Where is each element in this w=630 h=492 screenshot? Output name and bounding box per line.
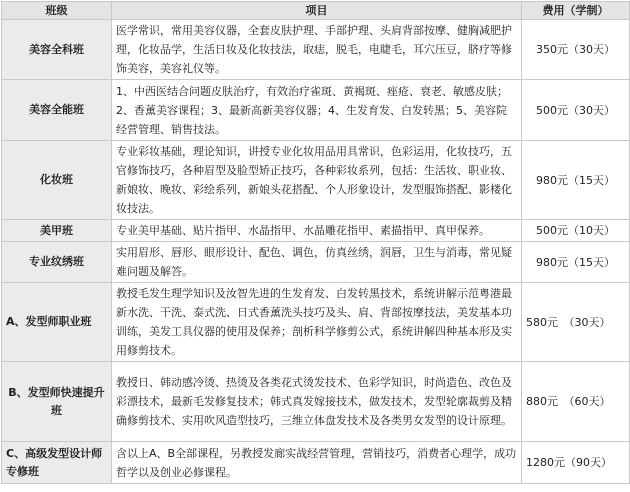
table-row	[2, 141, 630, 220]
class-fee: 580元 （30天）	[522, 283, 630, 362]
class-description: 专业彩妆基础，理论知识，讲授专业化妆用品用具常识，色彩运用，化妆技巧，五官修饰技巧，各种眉型及脸型矫正技巧，各种彩妆系列，包括：生活妆、职业妆、新娘妆、晚妆、彩绘系列，新娘头花搭配、个人形象设计，发型服饰搭配、影楼化妆技法。	[112, 141, 522, 220]
table-row	[2, 20, 630, 80]
class-fee: 500元（30天）	[522, 80, 630, 141]
header-class: 班级	[2, 2, 112, 20]
table-header-row	[2, 2, 630, 20]
class-description: 教授毛发生理学知识及汝智先进的生发育发、白发转黑技术，系统讲解示范粤港最新水洗、干洗、泰式洗、日式香薰洗头技巧及头、肩、背部按摩技法，美发基本功训练，美发工具仪器的使用及保养；剖析科学修剪公式，系统讲解四种基本形及实用修剪技术。	[112, 283, 522, 362]
class-fee: 980元（15天）	[522, 242, 630, 283]
course-table	[1, 1, 630, 484]
table-row	[2, 442, 630, 484]
class-description: 教授日、韩动感冷烫、热烫及各类花式烫发技术、色彩学知识，时尚造色、改色及彩漂技术，最新毛发修复技术；韩式真发嫁接技术，做发技术，发型轮廓裁剪及精确修剪技术、实用吹风造型技巧，三维立体盘发技术及各类男女发型的设计原理。	[112, 362, 522, 442]
class-name: 美甲班	[2, 220, 112, 242]
class-name: 美容全能班	[2, 80, 112, 141]
class-description: 专业美甲基础、贴片指甲、水晶指甲、水晶雕花指甲、素描指甲、真甲保养。	[112, 220, 522, 242]
class-fee: 500元（10天）	[522, 220, 630, 242]
class-description: 医学常识，常用美容仪器，全套皮肤护理、手部护理、头肩背部按摩、健胸减肥护理，化妆品学，生活日妆及化妆技法，取痣，脱毛，电睫毛，耳穴压豆，脐疗等修饰美容，美容礼仪等。	[112, 20, 522, 80]
class-name: B、发型师快速提升班	[2, 362, 112, 442]
class-name: 化妆班	[2, 141, 112, 220]
table-row	[2, 362, 630, 442]
header-fee: 费用（学制）	[522, 2, 630, 20]
class-fee: 1280元（90天）	[522, 442, 630, 484]
class-name: 美容全科班	[2, 20, 112, 80]
table-row	[2, 80, 630, 141]
table-row	[2, 283, 630, 362]
class-name: A、发型师职业班	[2, 283, 112, 362]
header-item: 项目	[112, 2, 522, 20]
table-row	[2, 220, 630, 242]
class-description: 实用眉形、唇形、眼形设计、配色、调色，仿真丝绣，润唇，卫生与消毒，常见疑难问题及解答。	[112, 242, 522, 283]
class-description: 含以上A、B全部课程，另教授发廊实战经营管理，营销技巧，消费者心理学，成功哲学以及创业必修课程。	[112, 442, 522, 484]
class-fee: 980元（15天）	[522, 141, 630, 220]
class-fee: 880元 （60天）	[522, 362, 630, 442]
class-fee: 350元（30天）	[522, 20, 630, 80]
class-name: C、高级发型设计师专修班	[2, 442, 112, 484]
table-row	[2, 242, 630, 283]
class-description: 1、中西医结合问题皮肤治疗，有效治疗雀斑、黄褐斑、痤疮、衰老、敏感皮肤；2、香薰美容课程；3、最新高新美容仪器；4、生发育发、白发转黑；5、美容院经营管理、销售技法。	[112, 80, 522, 141]
class-name: 专业纹绣班	[2, 242, 112, 283]
